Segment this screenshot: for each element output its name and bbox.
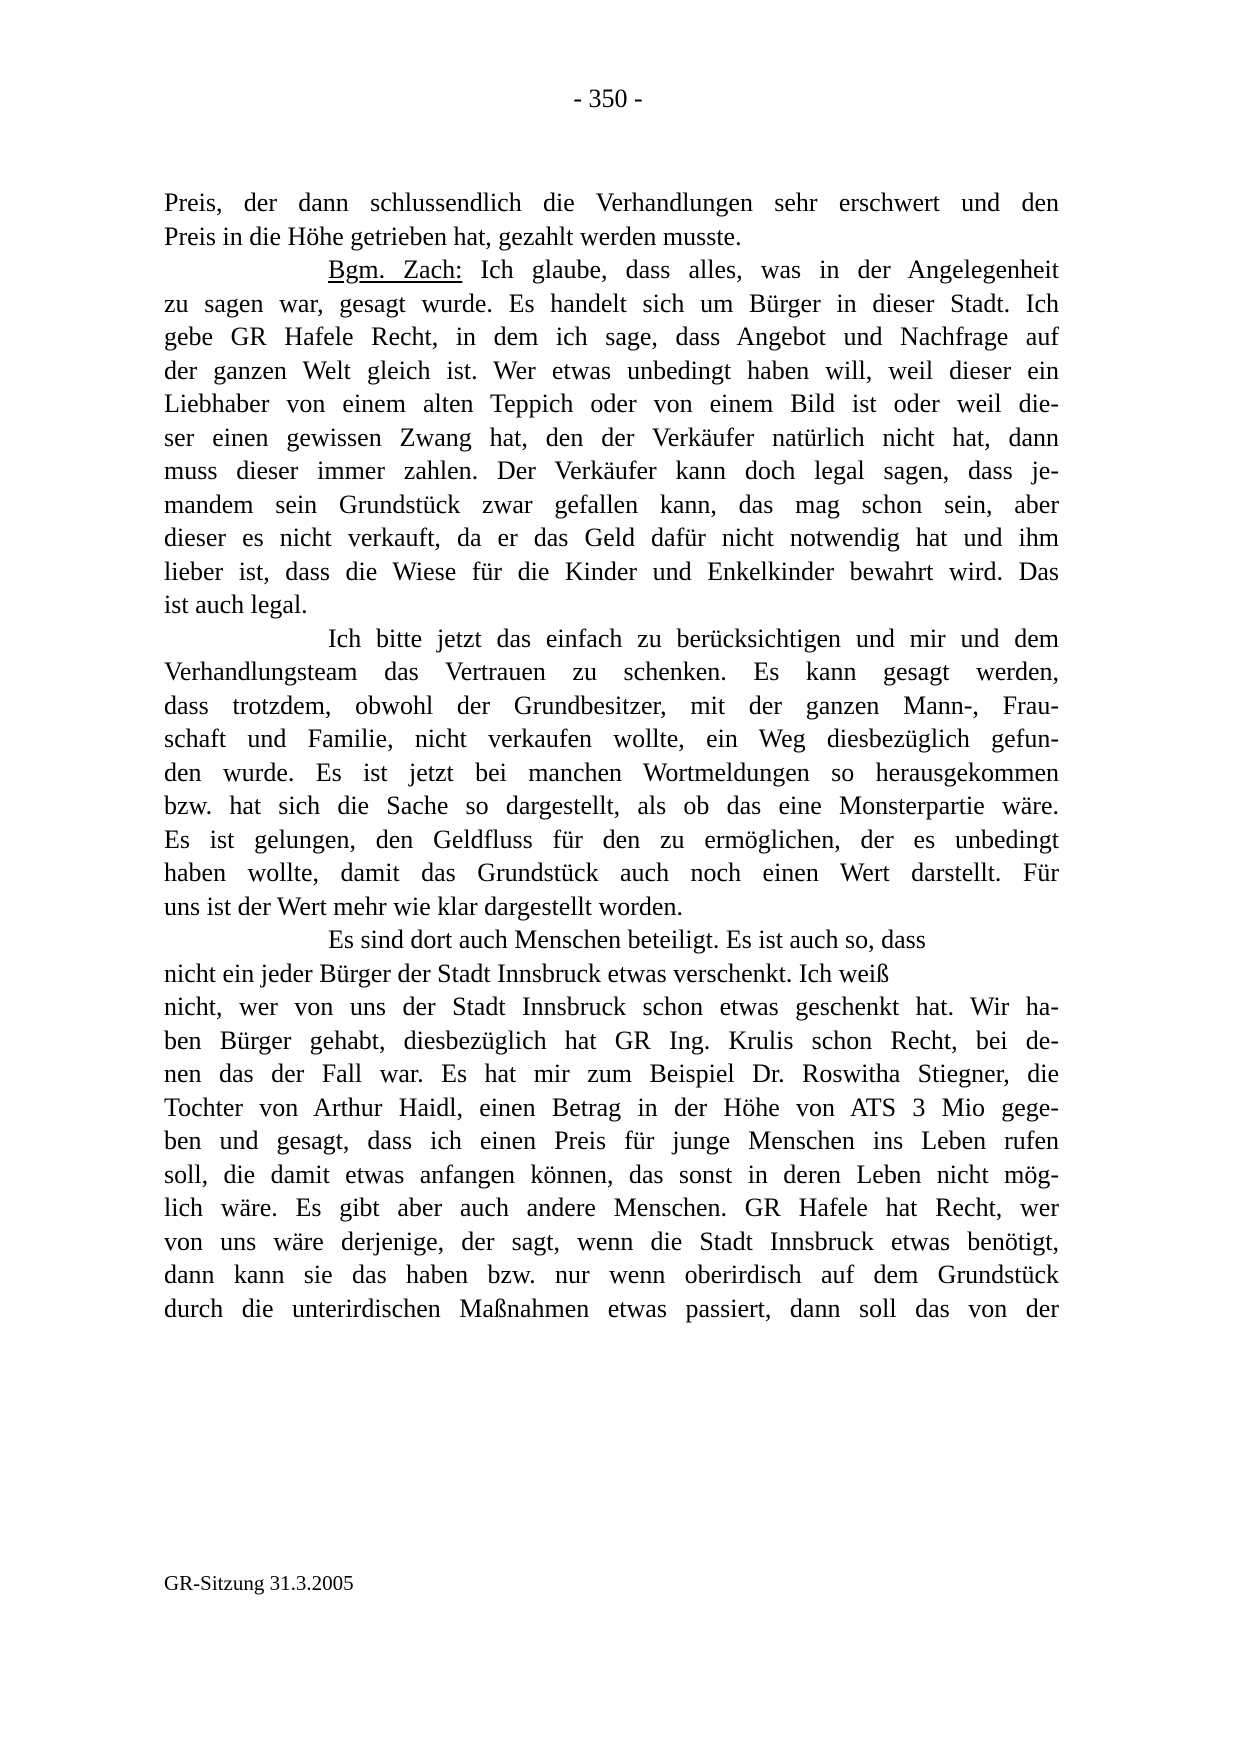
text-line: nen das der Fall war. Es hat mir zum Beispiel Dr. Roswitha Stiegner, die: [164, 1059, 1059, 1088]
text-line: dieser es nicht verkauft, da er das Geld dafür nicht notwendig hat und ihm: [164, 523, 1059, 552]
text-line: den wurde. Es ist jetzt bei manchen Wortmeldungen so herausgekommen: [164, 757, 1059, 787]
text-line: ist auch legal.: [164, 590, 308, 619]
text-line: uns ist der Wert mehr wie klar dargestellt worden.: [164, 891, 683, 921]
text-line: ben und gesagt, dass ich einen Preis für junge Menschen ins Leben rufen: [164, 1126, 1059, 1155]
text-line: bzw. hat sich die Sache so dargestellt, als ob das eine Monsterpartie wäre.: [164, 791, 1059, 820]
text-line: ben Bürger gehabt, diesbezüglich hat GR Ing. Krulis schon Recht, bei de-: [164, 1025, 1059, 1055]
text-line: Verhandlungsteam das Vertrauen zu schenken. Es kann gesagt werden,: [164, 657, 1059, 686]
text-line: haben wollte, damit das Grundstück auch noch einen Wert darstellt. Für: [164, 858, 1059, 887]
paragraph: [164, 253, 1059, 622]
page-number: - 350 -: [573, 84, 643, 113]
text-line: schaft und Familie, nicht verkaufen wollte, ein Weg diesbezüglich gefun-: [164, 724, 1059, 753]
footer-session-label: GR-Sitzung 31.3.2005: [164, 1571, 354, 1595]
text-line: lich wäre. Es gibt aber auch andere Menschen. GR Hafele hat Recht, wer: [164, 1193, 1059, 1222]
text-line: dann kann sie das haben bzw. nur wenn oberirdisch auf dem Grundstück: [164, 1260, 1059, 1289]
speaker-label: Bgm. Zach:: [328, 255, 463, 284]
document-body: [164, 186, 1059, 1325]
text-line: Tochter von Arthur Haidl, einen Betrag in der Höhe von ATS 3 Mio gege-: [164, 1092, 1059, 1122]
text-line: Bgm. Zach: Ich glaube, dass alles, was in der Angelegenheit: [328, 255, 1059, 284]
paragraph: [164, 622, 1059, 924]
text-line: Ich bitte jetzt das einfach zu berücksichtigen und mir und dem: [328, 623, 1059, 653]
text-line: ser einen gewissen Zwang hat, den der Verkäufer natürlich nicht hat, dann: [164, 422, 1059, 452]
text-line: Liebhaber von einem alten Teppich oder von einem Bild ist oder weil die-: [164, 389, 1059, 418]
text-line: nicht ein jeder Bürger der Stadt Innsbruck etwas verschenkt. Ich weiß: [164, 958, 890, 988]
text-line: der ganzen Welt gleich ist. Wer etwas unbedingt haben will, weil dieser ein: [164, 355, 1059, 385]
text-line: Es ist gelungen, den Geldfluss für den zu ermöglichen, der es unbedingt: [164, 824, 1059, 854]
text-line: soll, die damit etwas anfangen können, das sonst in deren Leben nicht mög-: [164, 1159, 1059, 1189]
text-line: gebe GR Hafele Recht, in dem ich sage, dass Angebot und Nachfrage auf: [164, 322, 1059, 351]
text-line: muss dieser immer zahlen. Der Verkäufer kann doch legal sagen, dass je-: [164, 456, 1059, 485]
text-line: von uns wäre derjenige, der sagt, wenn die Stadt Innsbruck etwas benötigt,: [164, 1226, 1059, 1256]
text-line: dass trotzdem, obwohl der Grundbesitzer, mit der ganzen Mann-, Frau-: [164, 690, 1059, 720]
paragraph: [164, 923, 1059, 1325]
text-line: mandem sein Grundstück zwar gefallen kann, das mag schon sein, aber: [164, 489, 1059, 519]
text-line: Preis in die Höhe getrieben hat, gezahlt werden musste.: [164, 221, 742, 251]
text-line: Preis, der dann schlussendlich die Verhandlungen sehr erschwert und den: [164, 188, 1059, 217]
paragraph: [164, 186, 1059, 253]
text-line: Es sind dort auch Menschen beteiligt. Es ist auch so, dass: [328, 925, 926, 954]
text-line: zu sagen war, gesagt wurde. Es handelt sich um Bürger in dieser Stadt. Ich: [164, 288, 1059, 318]
text-line: durch die unterirdischen Maßnahmen etwas passiert, dann soll das von der: [164, 1293, 1059, 1323]
text-line: nicht, wer von uns der Stadt Innsbruck schon etwas geschenkt hat. Wir ha-: [164, 992, 1059, 1021]
text-line: lieber ist, dass die Wiese für die Kinder und Enkelkinder bewahrt wird. Das: [164, 556, 1059, 586]
